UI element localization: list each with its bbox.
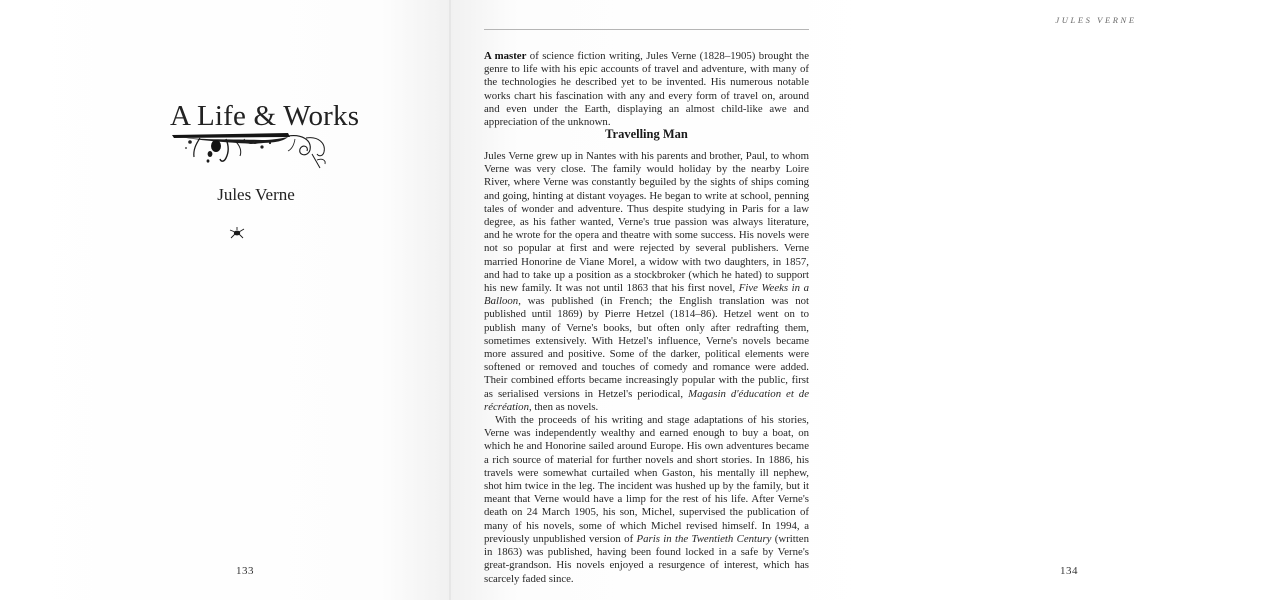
intro-lead: A master [484, 50, 527, 62]
ink-splash-ornament [170, 130, 342, 176]
book-title-paris: Paris in the Twentieth Century [636, 532, 772, 545]
body-paragraph-2 [484, 414, 809, 586]
body-text [484, 150, 809, 586]
paragraph-2-text-a: With the proceeds of his writing and stage adaptations of his stories, Verne was independently wealthy and earned enough to buy a boat, on which he and Honorine sailed around Europe. His own adventures became a rich source of material for further novels and short stories. In 1886, his travels were somewhat curtailed when Gaston, his mentally ill nephew, shot him twice in the leg. The incident was hushed up by the family, but it meant that Verne would have a limp for the rest of his life. After Verne's death on 24 March 1905, his son, Michel, supervised the publication of many of his novels, some of which Michel revised himself. In 1994, a previously unpublished version of [484, 414, 809, 545]
book-title-five-weeks: Five Weeks in a Balloon [484, 282, 809, 308]
small-ink-ornament [229, 226, 245, 240]
left-page [0, 0, 449, 600]
body-paragraph-1 [484, 150, 809, 414]
page-number-right: 134 [1060, 565, 1078, 577]
section-heading: Travelling Man [605, 127, 688, 141]
paragraph-1-text-c: , then as novels. [528, 400, 599, 413]
book-author: Jules Verne [217, 185, 295, 204]
paragraph-2-text-b: (written in 1863) was published, having been found locked in a safe by Verne's great-grandson. His novels enjoyed a resurgence of interest, which has scarcely faded since. [484, 532, 809, 585]
paragraph-1-text-a: Jules Verne grew up in Nantes with his parents and brother, Paul, to whom Verne was very close. The family would holiday by the nearby Loire River, where Verne was constantly beguiled by the sights of ships coming and going, hinting at distant voyages. He began to write at school, penning tales of wonder and adventure. Thus despite studying in Paris for a law degree, as his father wanted, Verne's true passion was always literature, and he wrote for the opera and theatre with some success. His novels were not so popular at first and were rejected by several publishers. Verne married Honorine de Viane Morel, a widow with two daughters, in 1857, and had to take up a position as a stockbroker (which he hated) to support his new family. It was not until 1863 that his first novel, [484, 150, 809, 295]
book-title: A Life & Works [170, 100, 360, 132]
intro-paragraph [484, 50, 809, 129]
periodical-title: Magasin d'éducation et de récréation [484, 387, 809, 413]
paragraph-1-text-b: , was published (in French; the English translation was not published until 1869) by Pierre Hetzel (1814–86). Hetzel went on to publish many of Verne's books, but often only after redrafting them, sometimes extensively. With Hetzel's influence, Verne's novels became more assured and positive. Some of the darker, political elements were softened or removed and touches of comedy and romance were added. Their combined efforts became increasingly popular with the public, first as serialised versions in Hetzel's periodical, [484, 295, 809, 400]
page-number-left: 133 [236, 565, 254, 577]
intro-text: of science fiction writing, Jules Verne (1828–1905) brought the genre to life with his epic accounts of travel and adventure, with many of the technologies he described yet to be invented. His numerous notable works chart his fascination with any and every form of travel on, around and even under the Earth, displaying an almost child-like awe and appreciation of the unknown. [484, 50, 809, 129]
running-head: JULES VERNE [1055, 15, 1137, 25]
running-head-rule [484, 29, 809, 30]
